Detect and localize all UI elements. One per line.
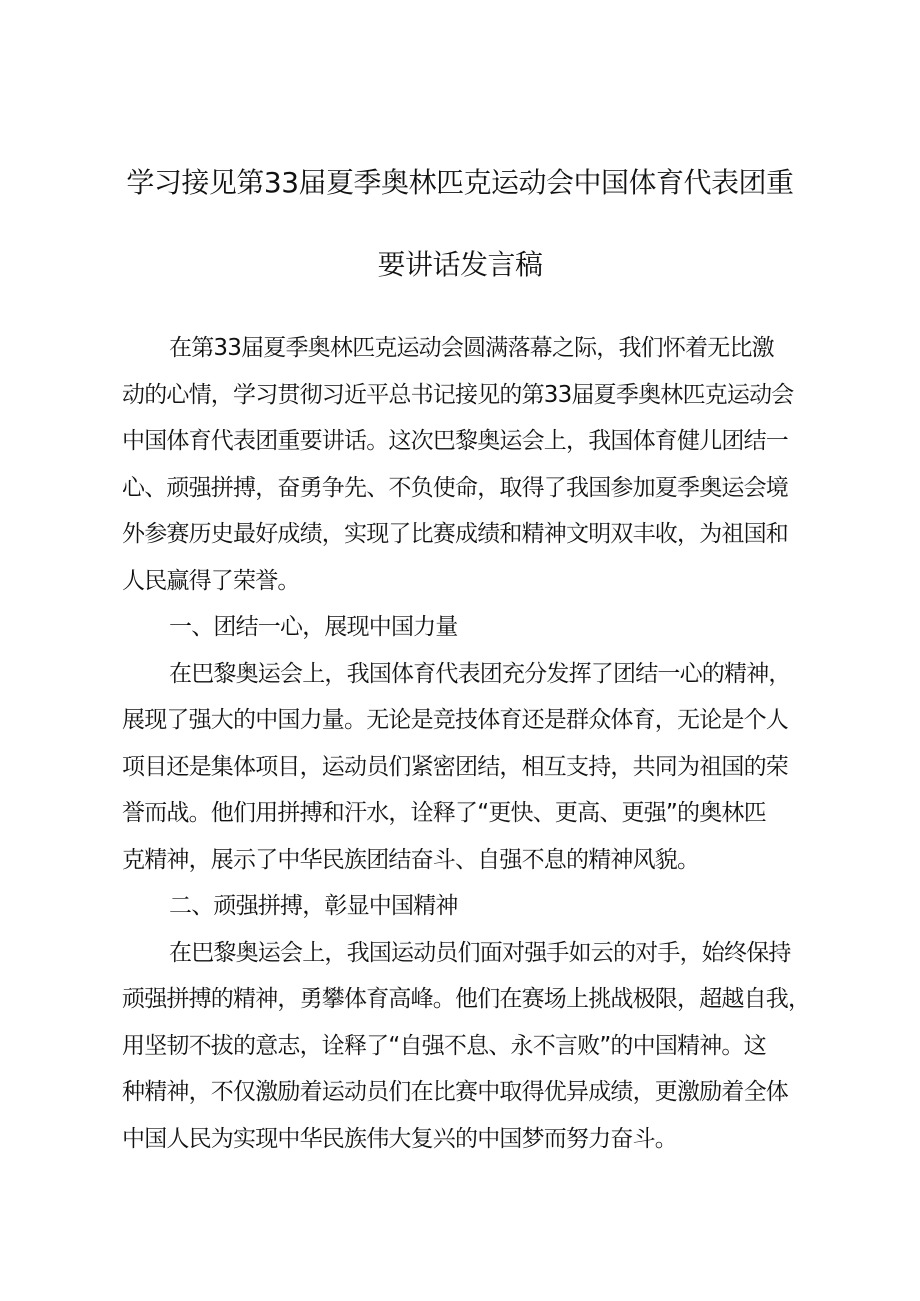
document-body [122, 325, 811, 1162]
paragraph-2-line-3: 项目还是集体项目，运动员们紧密团结，相互支持，共同为祖国的荣 [122, 753, 789, 780]
section-heading-2: 二、顽强拼搏，彰显中国精神 [169, 893, 458, 919]
paragraph-1-line-6: 人民赢得了荣誉。 [122, 567, 300, 594]
paragraph-3-line-2: 顽强拼搏的精神，勇攀体育高峰。他们在赛场上挑战极限，超越自我， [122, 986, 811, 1012]
paragraph-2-line-2: 展现了强大的中国力量。无论是竞技体育还是群众体育，无论是个人 [122, 707, 789, 733]
paragraph-3-line-5: 中国人民为实现中华民族伟大复兴的中国梦而努力奋斗。 [122, 1125, 678, 1152]
paragraph-1-line-4: 心、顽强拼搏，奋勇争先、不负使命，取得了我国参加夏季奥运会境 [122, 474, 789, 501]
section-heading-1: 一、团结一心，展现中国力量 [169, 614, 458, 640]
paragraph-1-line-3: 中国体育代表团重要讲话。这次巴黎奥运会上，我国体育健儿团结一 [122, 428, 789, 454]
paragraph-2-line-1: 在巴黎奥运会上，我国体育代表团充分发挥了团结一心的精神， [169, 660, 791, 687]
paragraph-2-line-4: 誉而战。他们用拼搏和汗水，诠释了“更快、更高、更强”的奥林匹 [122, 800, 766, 826]
paragraph-3-line-4: 种精神，不仅激励着运动员们在比赛中取得优异成绩，更激励着全体 [122, 1079, 789, 1105]
paragraph-1-line-5: 外参赛历史最好成绩，实现了比赛成绩和精神文明双丰收，为祖国和 [122, 521, 789, 547]
paragraph-2-line-5: 克精神，展示了中华民族团结奋斗、自强不息的精神风貌。 [122, 846, 700, 873]
paragraph-1-line-2: 动的心情，学习贯彻习近平总书记接见的第33届夏季奥林匹克运动会 [122, 381, 794, 408]
paragraph-3-line-3: 用坚韧不拔的意志，诠释了“自强不息、永不言败”的中国精神。这 [122, 1032, 766, 1059]
paragraph-3-line-1: 在巴黎奥运会上，我国运动员们面对强手如云的对手，始终保持 [169, 939, 791, 966]
document-title-line-1: 学习接见第33届夏季奥林匹克运动会中国体育代表团重 [126, 166, 794, 199]
document-title-line-2: 要讲话发言稿 [377, 248, 543, 281]
paragraph-1-line-1: 在第33届夏季奥林匹克运动会圆满落幕之际，我们怀着无比激 [169, 335, 774, 361]
